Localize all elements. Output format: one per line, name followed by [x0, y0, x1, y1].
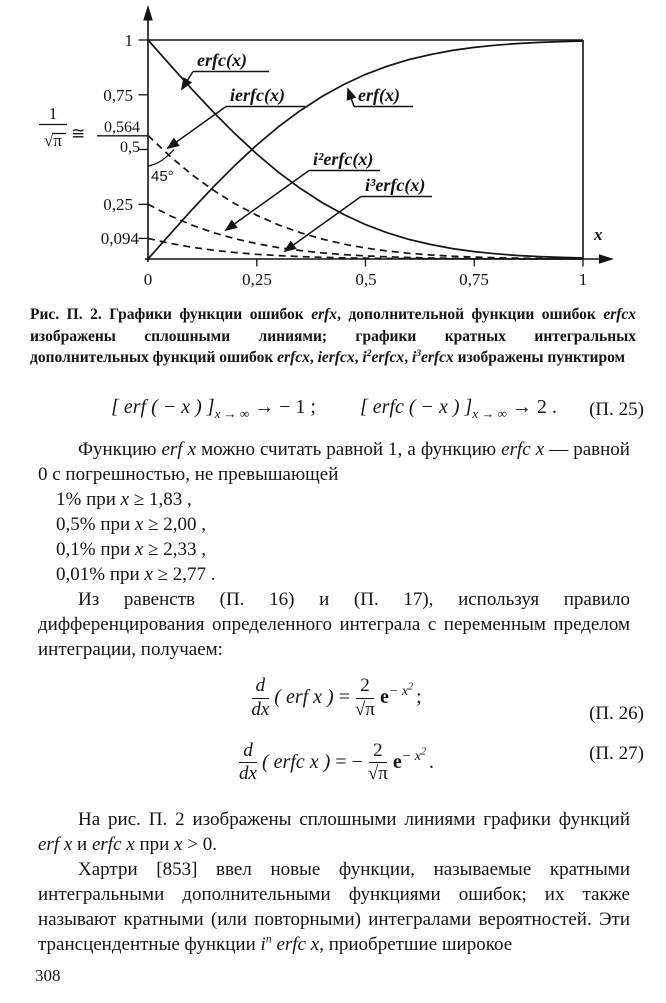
- y-label-0564: 0,564: [104, 119, 140, 136]
- equation-p26-body: $\frac{d}{dx}$ ( erf x ) = $\frac{2}{√\pi}$ $e^{- x^2}$ ;: [251, 674, 422, 720]
- y-label-1: 1: [124, 31, 133, 50]
- x-label-05: 0,5: [355, 270, 377, 289]
- figure-caption: Рис. П. 2. Графики функции ошибок erfx, дополнительной функции ошибок erfcx изображены сплошными линиями; графики кратных интегральных дополнительных функций ошибок erfcx, ierfcx, $i^2erfcx$, $i^3erfcx$ изображены пунктиром: [30, 306, 637, 367]
- equation-p27: [38, 739, 644, 786]
- x-axis-arrow-icon: [599, 254, 614, 264]
- approx-sign: ≅: [71, 124, 86, 143]
- y-label-0094: 0,094: [100, 229, 139, 248]
- erf-functions-figure: [0, 0, 666, 295]
- i3erfc-leader-arrow: [285, 197, 361, 252]
- x-label-0: 0: [143, 270, 153, 289]
- list-item-05pct: 0,5% при x ≥ 2,00 ,: [56, 513, 207, 535]
- equation-p26-number: (П. 26): [589, 702, 644, 724]
- paragraph-erf-equal-1: Функцию erf x можно считать равной 1, а функцию erfc x — равной 0 с погрешностью, не превышающей: [38, 438, 630, 485]
- equation-p26: [38, 674, 644, 724]
- y-label-05: 0,5: [120, 139, 140, 156]
- i2erfc-curve-label: i²erfc(x): [313, 149, 374, 169]
- y-label-075: 0,75: [103, 86, 133, 105]
- i3erfc-curve-label: i³erfc(x): [365, 175, 426, 195]
- frac-denominator: √π: [44, 131, 62, 150]
- paragraph-derivation: Из равенств (П. 16) и (П. 17), используя правило дифференцирования определенного интеграла с переменным пределом интеграции, получаем:: [38, 588, 630, 660]
- x-axis-title: x: [594, 225, 603, 244]
- list-item-01pct: 0,1% при x ≥ 2,33 ,: [56, 538, 207, 560]
- x-label-1: 1: [578, 270, 588, 289]
- x-label-025: 0,25: [242, 270, 272, 289]
- angle-arc: [148, 150, 174, 167]
- error-threshold-list: [56, 487, 630, 587]
- equation-p27-number: (П. 27): [589, 742, 644, 764]
- equation-p25: [38, 395, 644, 422]
- equation-p27-body: $\frac{d}{dx}$ ( erfc x ) = − $\frac{2}{√\pi}$ $e^{- x^2}$ .: [239, 739, 434, 785]
- page-number: 308: [35, 966, 61, 985]
- y-label-025: 0,25: [103, 195, 133, 214]
- erfc-curve-label: erfc(x): [197, 50, 247, 70]
- x-label-075: 0,75: [459, 270, 489, 289]
- equation-p25-body: [ erf ( − x ) ]$_{x \to \infty}$ → − 1 ; [ erfc ( − x ) ]$_{x \to \infty} \to 2$ .: [111, 395, 557, 421]
- equation-p25-number: (П. 25): [589, 398, 644, 420]
- i2erfc-leader-arrow: [226, 171, 309, 231]
- y-axis-arrow-icon: [143, 5, 153, 21]
- frac-numerator: 1: [48, 104, 58, 123]
- list-item-001pct: 0,01% при x ≥ 2,77 .: [56, 563, 216, 585]
- angle-label: 45°: [151, 168, 174, 185]
- ierfc-leader-arrow: [168, 107, 226, 149]
- paragraph-fig-reference: На рис. П. 2 изображены сплошными линиями графики функций erf x и erfc x при x > 0.: [38, 809, 630, 856]
- erf-curve-label: erf(x): [358, 85, 400, 105]
- list-item-1pct: 1% при x ≥ 1,83 ,: [56, 488, 192, 510]
- ierfc-curve-label: ierfc(x): [230, 85, 285, 105]
- paragraph-hartree: Хартри [853] ввел новые функции, называемые кратными интегральными дополнительными функциями ошибок; их также называют кратными (или повторными) интегралами вероятностей. Эти трансцендентные функции $i^n$ erfc x, приобретшие широкое: [38, 859, 630, 956]
- erf-leader-arrow: [348, 89, 354, 107]
